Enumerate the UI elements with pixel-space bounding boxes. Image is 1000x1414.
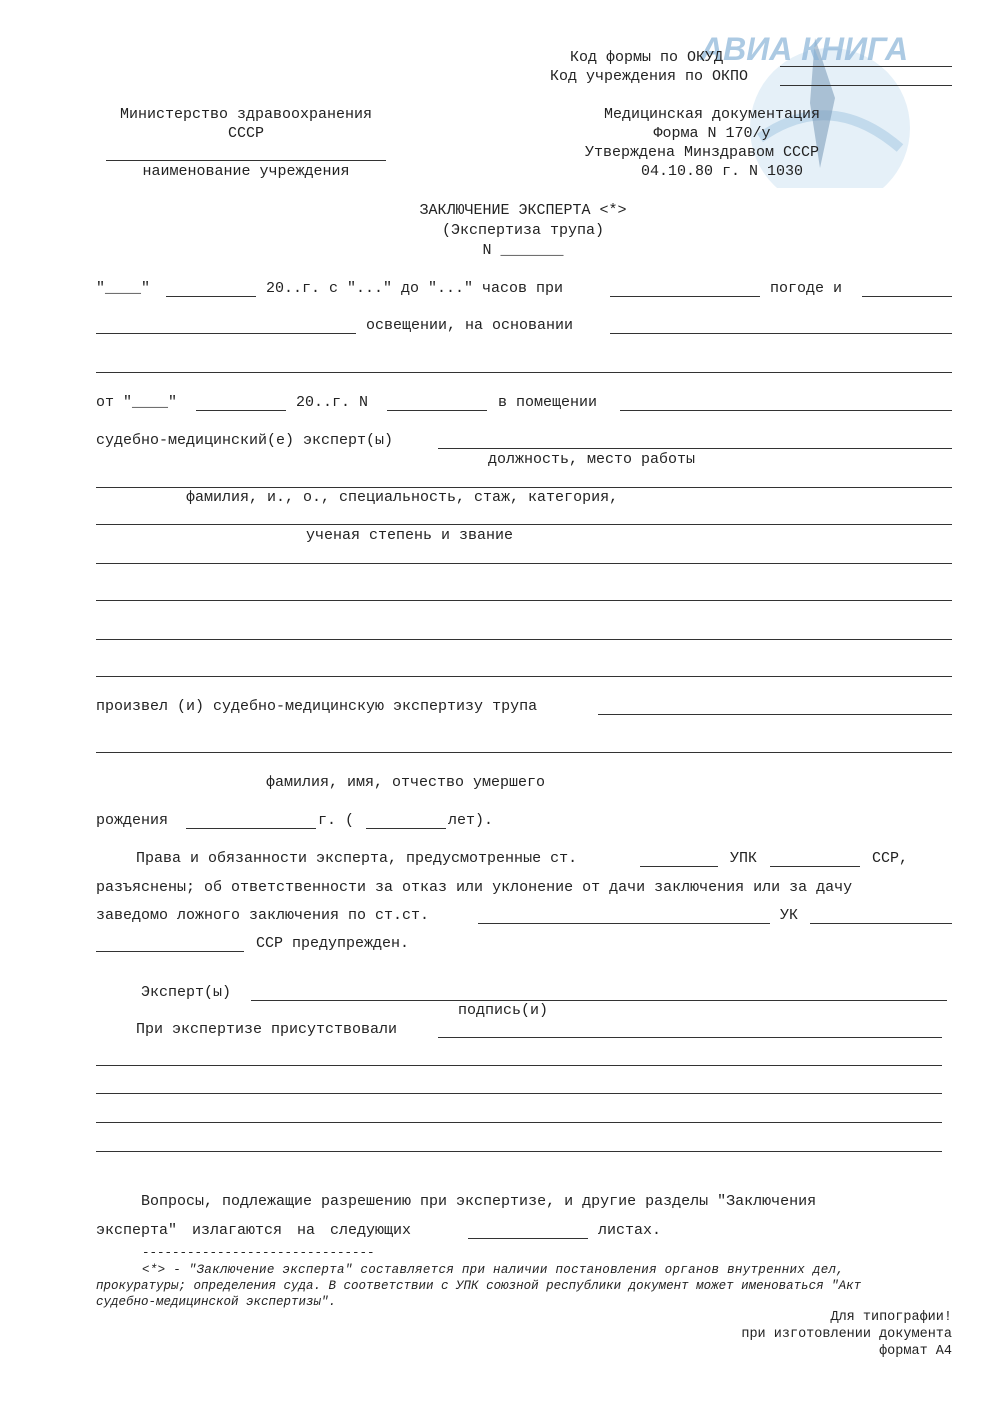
okpo-label: Код учреждения по ОКПО	[550, 68, 749, 85]
doc-number: N _______	[482, 242, 564, 259]
experts-sign-label: Эксперт(ы)	[141, 984, 232, 1001]
birth-label: рождения	[96, 812, 169, 829]
birth-year-label: г. (	[318, 812, 355, 829]
okud-field[interactable]	[780, 66, 952, 67]
date-month-field[interactable]	[166, 296, 256, 297]
experts-signature-field[interactable]	[251, 1000, 947, 1001]
footnote-line2: прокуратуры; определения суда. В соответствии с УПК союзной республики документ может именоваться "Акт	[96, 1279, 862, 1293]
rights-line1: Права и обязанности эксперта, предусмотренные ст.	[136, 850, 578, 867]
sheets-label: листах.	[598, 1222, 662, 1239]
institution-field[interactable]	[106, 160, 386, 161]
lighting-type-field[interactable]	[862, 296, 952, 297]
blank-line-2[interactable]	[96, 600, 952, 601]
basis-field-cont[interactable]	[96, 372, 952, 373]
okud-label: Код формы по ОКУД	[570, 49, 724, 66]
republic-field[interactable]	[96, 951, 244, 952]
lighting-field[interactable]	[96, 333, 356, 334]
position-caption: должность, место работы	[488, 451, 696, 468]
deceased-field-cont[interactable]	[96, 752, 952, 753]
articles-field[interactable]	[478, 923, 770, 924]
doc-type: Медицинская документация	[603, 106, 821, 123]
uk-republic-field[interactable]	[810, 923, 952, 924]
expert-spec-field[interactable]	[96, 524, 952, 525]
ministry-line2: СССР	[227, 125, 264, 142]
form-number: Форма N 170/у	[653, 125, 771, 142]
expert-position-field[interactable]	[438, 448, 952, 449]
fio-caption: фамилия, и., о., специальность, стаж, категория,	[186, 489, 619, 506]
print-note-line3: формат А4	[879, 1344, 952, 1359]
ministry-line1: Министерство здравоохранения	[119, 106, 373, 123]
age-field[interactable]	[366, 828, 446, 829]
doc-n-field[interactable]	[387, 410, 487, 411]
rights-line3: заведомо ложного заключения по ст.ст.	[96, 907, 430, 924]
weather-label: погоде и	[770, 280, 843, 297]
upk-label: УПК	[730, 850, 758, 867]
uk-label: УК	[780, 907, 799, 924]
weather-field[interactable]	[610, 296, 760, 297]
deceased-field[interactable]	[598, 714, 952, 715]
doc-title: ЗАКЛЮЧЕНИЕ ЭКСПЕРТА <*>	[419, 202, 627, 219]
present-label: При экспертизе присутствовали	[136, 1021, 398, 1038]
basis-field[interactable]	[610, 333, 952, 334]
blank-line-1[interactable]	[96, 563, 952, 564]
rights-line4: ССР предупрежден.	[256, 935, 410, 952]
questions-line2: эксперта" излагаются на следующих	[96, 1222, 412, 1239]
blank-line-4[interactable]	[96, 676, 952, 677]
questions-line1: Вопросы, подлежащие разрешению при экспертизе, и другие разделы "Заключения	[141, 1193, 817, 1210]
age-label: лет).	[448, 812, 494, 829]
from-month-field[interactable]	[196, 410, 286, 411]
upk-republic-field[interactable]	[770, 866, 860, 867]
expert-label: судебно-медицинский(е) эксперт(ы)	[96, 432, 394, 449]
present-line-3[interactable]	[96, 1122, 942, 1123]
degree-caption: ученая степень и звание	[306, 527, 514, 544]
present-line-1[interactable]	[96, 1065, 942, 1066]
blank-line-3[interactable]	[96, 639, 952, 640]
from-label: от "____"	[96, 394, 178, 411]
print-note-line2: при изготовлении документа	[741, 1327, 952, 1342]
print-note-line1: Для типографии!	[830, 1310, 952, 1325]
approved-by: Утверждена Минздравом СССР	[584, 144, 820, 161]
birth-year-field[interactable]	[186, 828, 316, 829]
date-day: "____"	[96, 280, 151, 297]
lighting-label: освещении, на основании	[366, 317, 574, 334]
doc-subtitle: (Экспертиза трупа)	[441, 222, 605, 239]
okpo-field[interactable]	[780, 85, 952, 86]
room-label: в помещении	[498, 394, 598, 411]
present-field[interactable]	[438, 1037, 942, 1038]
rights-line2: разъяснены; об ответственности за отказ или уклонение от дачи заключения или за дачу	[96, 879, 853, 896]
footnote-separator: -------------------------------	[142, 1246, 375, 1260]
year-time-label: 20..г. с "..." до "..." часов при	[266, 280, 564, 297]
performed-label: произвел (и) судебно-медицинскую экспертизу трупа	[96, 698, 538, 715]
expert-fio-field[interactable]	[96, 487, 952, 488]
sheets-count-field[interactable]	[468, 1238, 588, 1239]
institution-caption: наименование учреждения	[142, 163, 350, 180]
present-line-4[interactable]	[96, 1151, 942, 1152]
present-line-2[interactable]	[96, 1093, 942, 1094]
signature-caption: подпись(и)	[458, 1002, 549, 1019]
article-field[interactable]	[640, 866, 718, 867]
watermark-text: АВИА КНИГА	[700, 31, 909, 67]
deceased-caption: фамилия, имя, отчество умершего	[266, 774, 546, 791]
approved-date: 04.10.80 г. N 1030	[640, 163, 804, 180]
footnote-line3: судебно-медицинской экспертизы".	[96, 1295, 337, 1309]
room-field[interactable]	[620, 410, 952, 411]
year-n-label: 20..г. N	[296, 394, 369, 411]
ssr-label: ССР,	[872, 850, 909, 867]
footnote-line1: <*> - "Заключение эксперта" составляется при наличии постановления органов внутренних дел,	[142, 1263, 845, 1277]
